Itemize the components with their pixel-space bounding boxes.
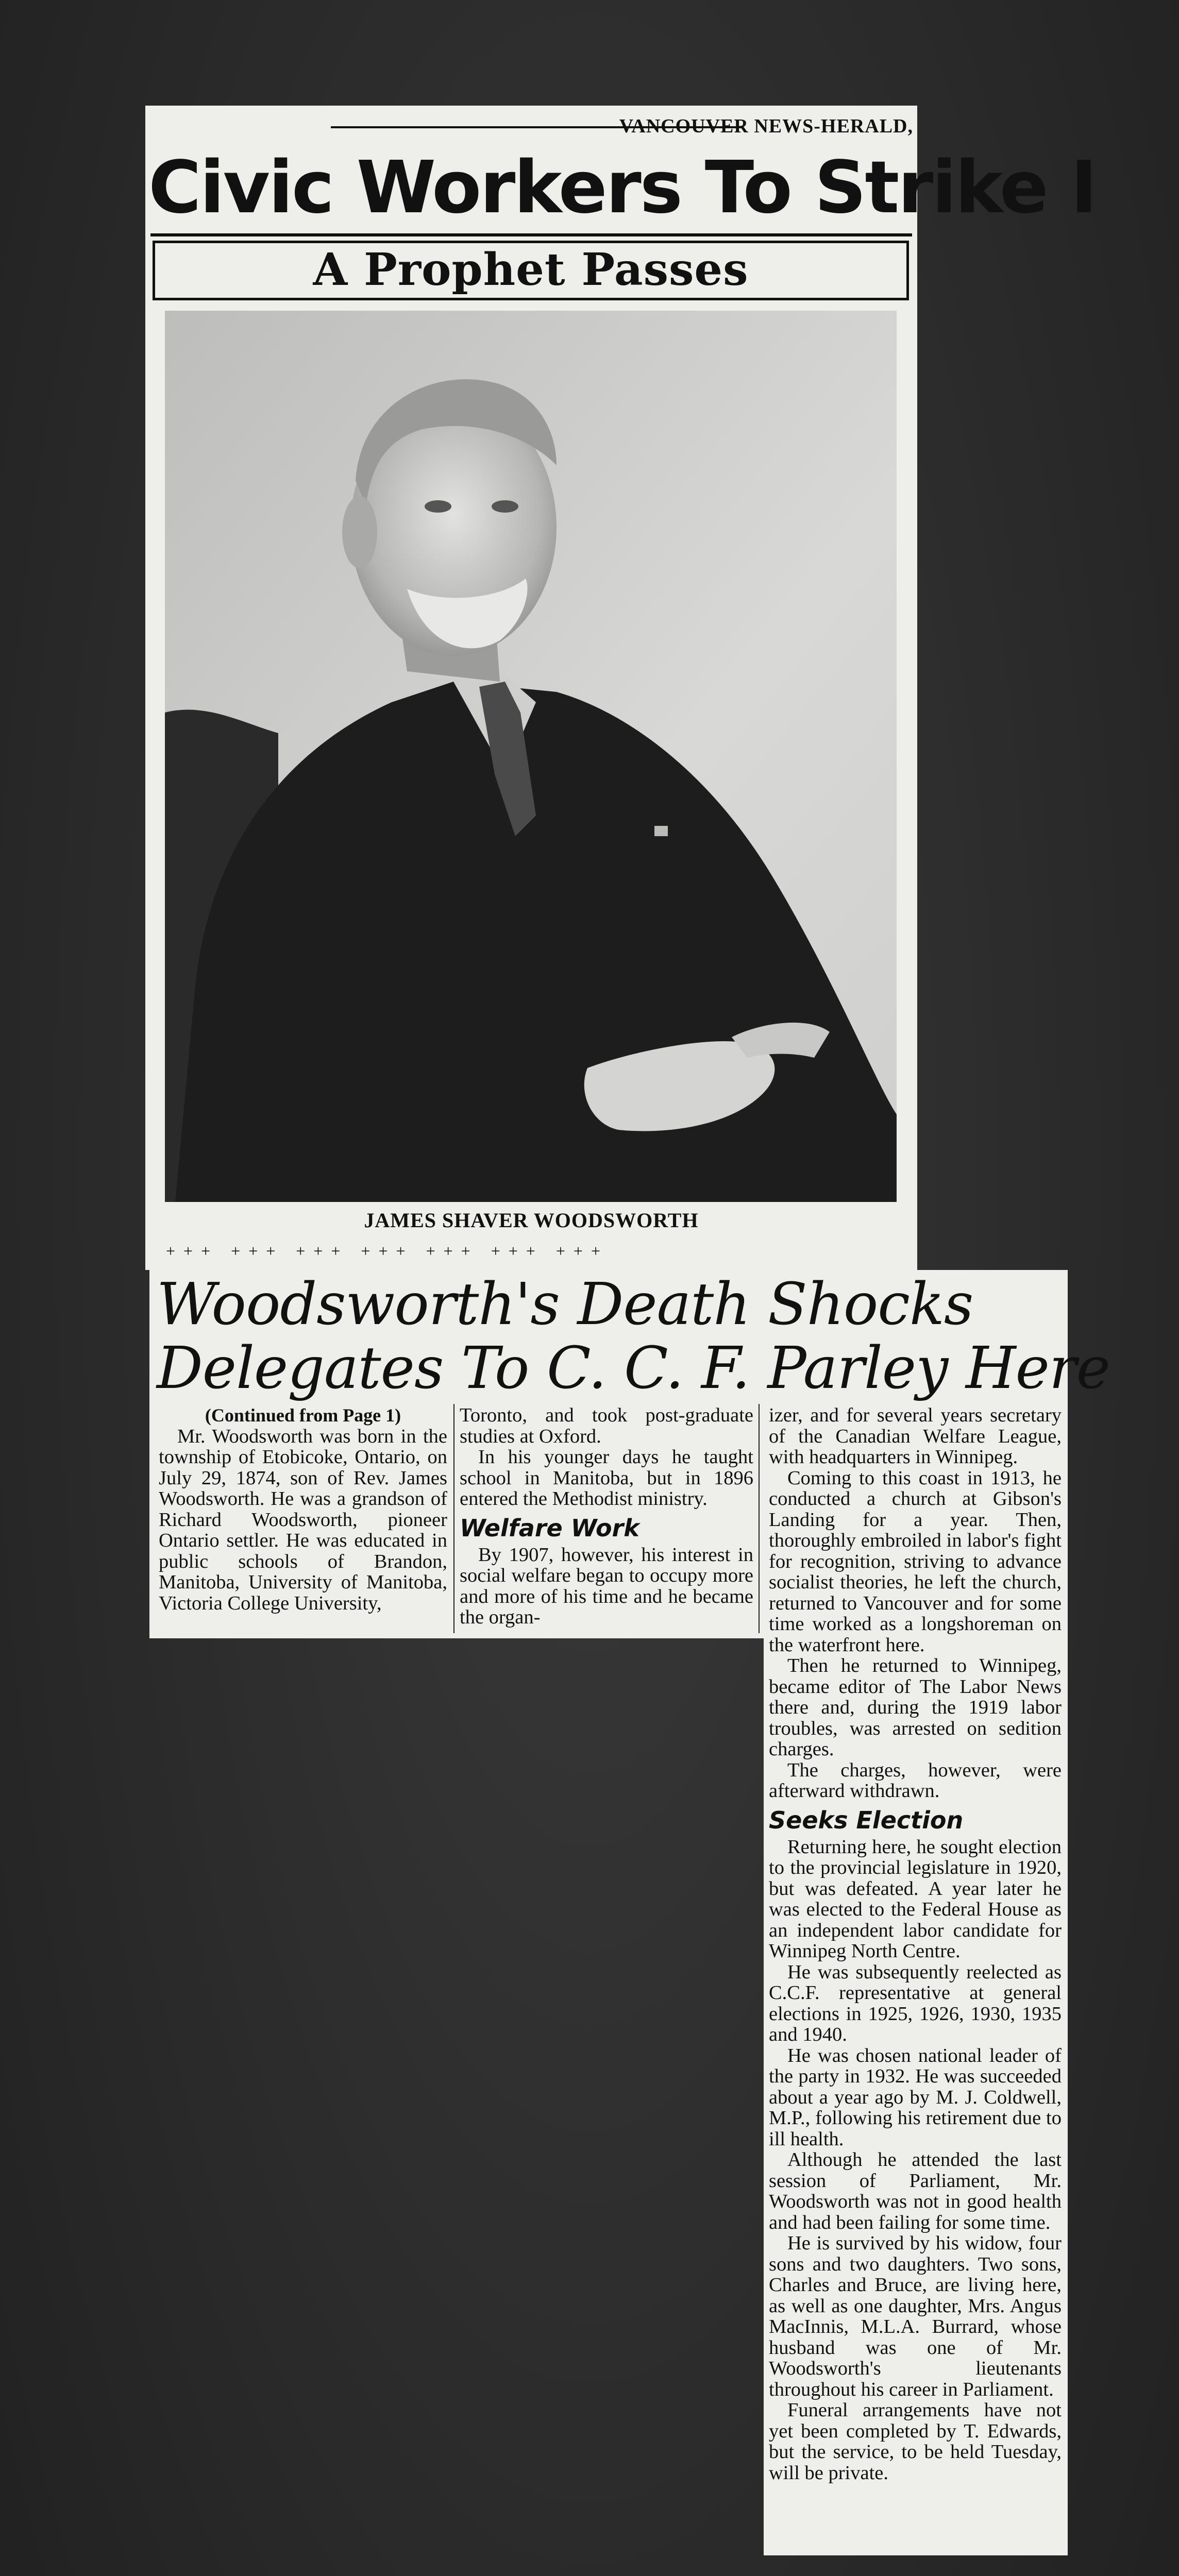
paragraph: Then he returned to Winnipeg, became editor of The Labor News there and, during the 1919 labor troubles, was arrested on sedition charges.: [769, 1655, 1062, 1760]
column-rule: [453, 1404, 454, 1633]
paragraph: Funeral arrangements have not yet been completed by T. Edwards, but the service, to be held Tuesday, will be private.: [769, 2399, 1062, 2484]
paragraph: Although he attended the last session of Parliament, Mr. Woodsworth was not in good health and had been failing for some time.: [769, 2149, 1062, 2233]
paragraph: He was subsequently reelected as C.C.F. representative at general elections in 1925, 1926, 1930, 1935 and 1940.: [769, 1961, 1062, 2045]
column-rule: [759, 1404, 760, 1633]
subhead-seeks-election: Seeks Election: [769, 1806, 964, 1834]
portrait-image: [165, 311, 897, 1202]
clipping-top: [145, 106, 1096, 1270]
article-column-2: [460, 1405, 753, 1628]
subhead-welfare-work: Welfare Work: [460, 1514, 639, 1542]
article-headline-line2: Delegates To C. C. F. Parley Here: [157, 1335, 1110, 1402]
headline-rule: [150, 233, 912, 236]
article-column-3: [769, 1405, 1062, 2483]
paragraph: Coming to this coast in 1913, he conducted a church at Gibson's Landing for a year. Then, thoroughly embroiled in labor's fight for recognition, striving to advance socialist theories, he left the church, returned to Vancouver and for some time worked as a longshoreman on the waterfront here.: [769, 1467, 1062, 1656]
article-column-1: [159, 1405, 447, 1614]
article-headline-line1: Woodsworth's Death Shocks: [157, 1271, 973, 1338]
paragraph: He is survived by his widow, four sons and two daughters. Two sons, Charles and Bruce, are living here, as well as one daughter, Mrs. Angus MacInnis, M.L.A. Burrard, whose husband was one of Mr. Woodsworth's lieutenants throughout his career in Parliament.: [769, 2232, 1062, 2400]
paragraph: The charges, however, were afterward withdrawn.: [769, 1759, 1062, 1802]
paragraph: He was chosen national leader of the party in 1932. He was succeeded about a year ago by M. J. Coldwell, M.P., following his retirement due to ill health.: [769, 2044, 1062, 2150]
paragraph: In his younger days he taught school in Manitoba, but in 1896 entered the Methodist ministry.: [460, 1446, 753, 1510]
headline-prophet-passes: A Prophet Passes: [313, 244, 749, 296]
headline-civic-workers: Civic Workers To Strike I: [148, 146, 1096, 230]
headline-box: [153, 241, 909, 300]
ornament-divider: +++ +++ +++ +++ +++ +++ +++: [166, 1242, 609, 1260]
paragraph: Returning here, he sought election to the provincial legislature in 1920, but was defeated. A year later he was elected to the Federal House as an independent labor candidate for Winnipeg North Centre.: [769, 1836, 1062, 1962]
photo-caption: JAMES SHAVER WOODSWORTH: [364, 1209, 699, 1232]
paragraph: Mr. Woodsworth was born in the township of Etobicoke, Ontario, on July 29, 1874, son of Rev. James Woodsworth. He was a grandson of Richard Woodsworth, pioneer Ontario settler. He was educated in public schools of Brandon, Manitoba, University of Manitoba, Victoria College University,: [159, 1425, 447, 1614]
paragraph: By 1907, however, his interest in social welfare began to occupy more and more of his time and he became the organ-: [460, 1544, 753, 1628]
paragraph: Toronto, and took post-graduate studies at Oxford.: [460, 1404, 753, 1447]
portrait-photo: [165, 311, 897, 1202]
paragraph: izer, and for several years secretary of the Canadian Welfare League, with headquarters in Winnipeg.: [769, 1404, 1062, 1468]
newspaper-source: VANCOUVER NEWS-HERALD,: [619, 115, 913, 137]
continued-note: (Continued from Page 1): [205, 1405, 401, 1426]
